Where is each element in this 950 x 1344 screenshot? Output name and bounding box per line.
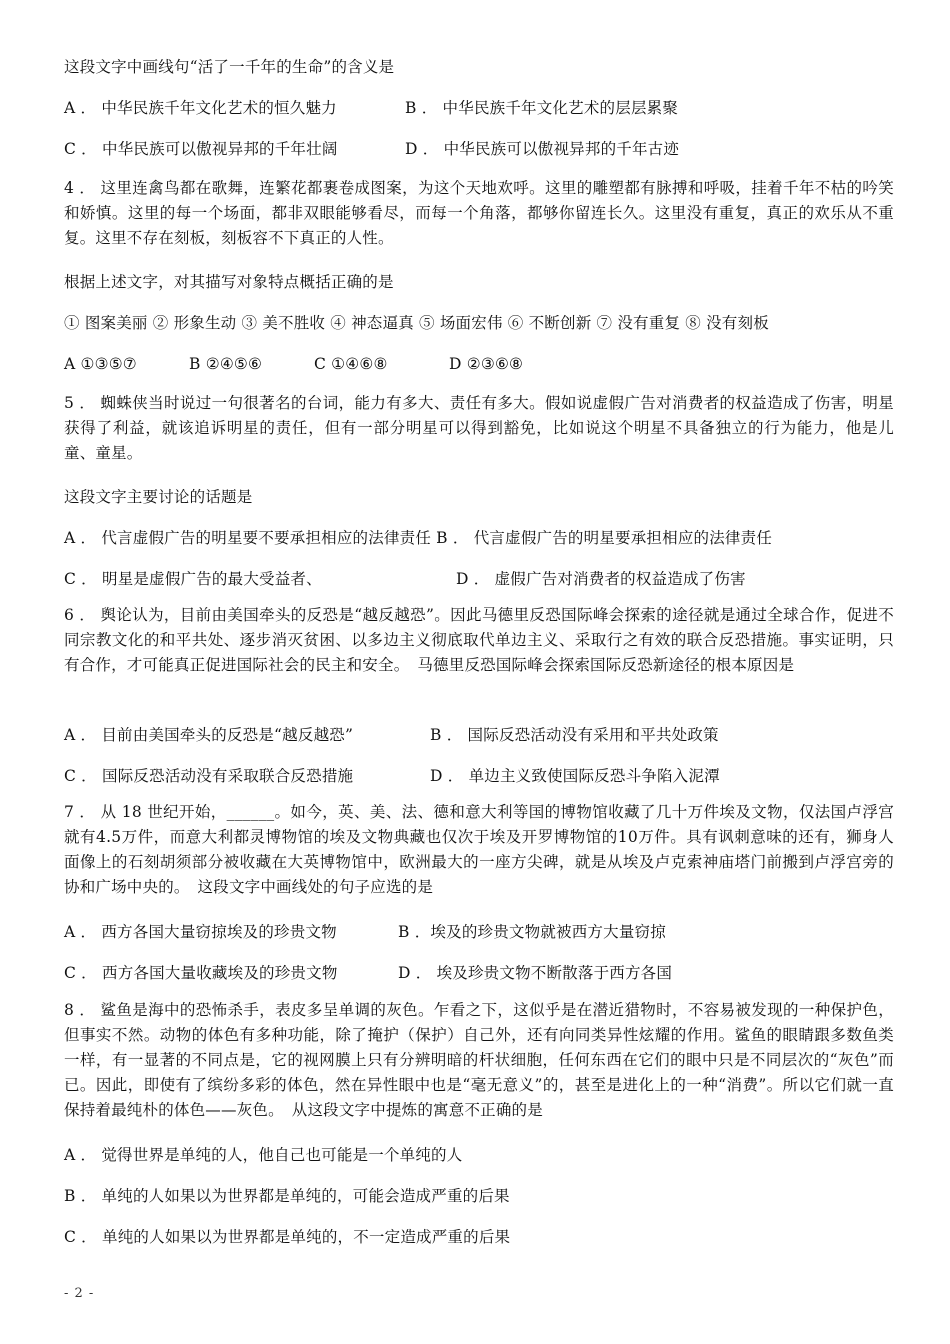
page-number: - 2 - — [64, 1286, 95, 1301]
q7-option-b: B ．埃及的珍贵文物就被西方大量窃掠 — [398, 923, 666, 941]
q3-option-a: A ． 中华民族千年文化艺术的恒久魅力 — [64, 99, 337, 117]
q6-option-b: B ． 国际反恐活动没有采用和平共处政策 — [430, 726, 719, 744]
q5-stem: 这段文字主要讨论的话题是 — [64, 488, 253, 506]
q7-passage: 7 ． 从 18 世纪开始，______。如今，英、美、法、德和意大利等国的博物馆收藏了几十万件埃及文物，仅法国卢浮宫就有4.5万件，而意大利都灵博物馆的埃及文物典藏也仅次于埃及开罗博物馆的10万件。具有讽刺意味的还有，狮身人面像上的石刻胡须部分被收藏在大英博物馆中，欧洲最大的一座方尖碑，就是从埃及卢克索神庙塔门前搬到卢浮宫旁的协和广场中央的。 这段文字中画线处的句子应选的是 — [64, 803, 894, 896]
q5-option-c: C ． 明星是虚假广告的最大受益者、 — [64, 570, 322, 588]
q3-option-b: B ． 中华民族千年文化艺术的层层累聚 — [405, 99, 679, 117]
q4-option-c: C ①④⑥⑧ — [314, 355, 388, 373]
q7-options-row-1 — [64, 922, 894, 942]
q4-option-b: B ②④⑤⑥ — [189, 355, 263, 373]
q8-passage: 8 ． 鲨鱼是海中的恐怖杀手，表皮多呈单调的灰色。乍看之下，这似乎是在潜近猎物时，不容易被发现的一种保护色，但事实不然。动物的体色有多种功能，除了掩护（保护）自己外，还有向同类异性炫耀的作用。鲨鱼的眼睛跟多数鱼类一样，有一显著的不同点是，它的视网膜上只有分辨明暗的杆状细胞，任何东西在它们的眼中只是不同层次的“灰色”而已。因此，即使有了缤纷多彩的体色，然在异性眼中也是“毫无意义”的，甚至是进化上的一种“消费”。所以它们就一直保持着最纯朴的体色——灰色。 从这段文字中提炼的寓意不正确的是 — [64, 1001, 894, 1119]
q5-option-d: D ． 虚假广告对消费者的权益造成了伤害 — [456, 570, 746, 588]
q7-option-d: D ． 埃及珍贵文物不断散落于西方各国 — [398, 964, 673, 982]
q4-items: ① 图案美丽 ② 形象生动 ③ 美不胜收 ④ 神态逼真 ⑤ 场面宏伟 ⑥ 不断创新 ⑦ 没有重复 ⑧ 没有刻板 — [64, 314, 769, 332]
q7-options-row-2 — [64, 963, 894, 983]
q4-option-a: A ①③⑤⑦ — [64, 355, 137, 373]
q7-option-a: A ． 西方各国大量窃掠埃及的珍贵文物 — [64, 923, 337, 941]
q6-options-row-2 — [64, 766, 894, 786]
q5-passage: 5 ． 蜘蛛侠当时说过一句很著名的台词，能力有多大、责任有多大。假如说虚假广告对消费者的权益造成了伤害，明星获得了利益，就该追诉明星的责任，但有一部分明星可以得到豁免，比如说这个明星不具备独立的行为能力，他是儿童、童星。 — [64, 394, 894, 462]
q6-options-row-1 — [64, 725, 894, 745]
q3-options-row-1 — [64, 98, 894, 118]
q3-stem: 这段文字中画线句“活了一千年的生命”的含义是 — [64, 58, 395, 76]
q6-passage: 6 ． 舆论认为，目前由美国牵头的反恐是“越反越恐”。因此马德里反恐国际峰会探索的途径就是通过全球合作，促进不同宗教文化的和平共处、逐步消灭贫困、以多边主义彻底取代单边主义、采取行之有效的联合反恐措施。事实证明，只有合作，才可能真正促进国际社会的民主和安全。 马德里反恐国际峰会探索国际反恐新途径的根本原因是 — [64, 606, 894, 674]
q3-options-row-2 — [64, 139, 894, 159]
q6-option-a: A ． 目前由美国牵头的反恐是“越反越恐” — [64, 726, 354, 744]
q8-option-b: B ． 单纯的人如果以为世界都是单纯的，可能会造成严重的后果 — [64, 1187, 510, 1205]
q4-passage: 4 ． 这里连禽鸟都在歌舞，连繁花都裹卷成图案，为这个天地欢呼。这里的雕塑都有脉搏和呼吸，挂着千年不枯的吟笑和娇慎。这里的每一个场面，都非双眼能够看尽，而每一个角落，都够你留连长久。这里没有重复，真正的欢乐从不重复。这里不存在刻板，刻板容不下真正的人性。 — [64, 179, 894, 247]
q5-option-ab: A ． 代言虚假广告的明星要不要承担相应的法律责任 B ． 代言虚假广告的明星要承担相应的法律责任 — [64, 529, 773, 547]
q8-option-a: A ． 觉得世界是单纯的人，他自己也可能是一个单纯的人 — [64, 1146, 463, 1164]
q4-option-d: D ②③⑥⑧ — [449, 355, 524, 373]
q7-option-c: C ． 西方各国大量收藏埃及的珍贵文物 — [64, 964, 338, 982]
q4-stem: 根据上述文字，对其描写对象特点概括正确的是 — [64, 273, 394, 291]
q5-options-row-2 — [64, 569, 894, 589]
q3-option-c: C ． 中华民族可以傲视异邦的千年壮阔 — [64, 140, 338, 158]
q4-options-row — [64, 354, 894, 374]
q3-option-d: D ． 中华民族可以傲视异邦的千年古迹 — [405, 140, 680, 158]
q6-option-d: D ． 单边主义致使国际反恐斗争陷入泥潭 — [430, 767, 720, 785]
q8-option-c: C ． 单纯的人如果以为世界都是单纯的，不一定造成严重的后果 — [64, 1228, 511, 1246]
q6-option-c: C ． 国际反恐活动没有采取联合反恐措施 — [64, 767, 354, 785]
